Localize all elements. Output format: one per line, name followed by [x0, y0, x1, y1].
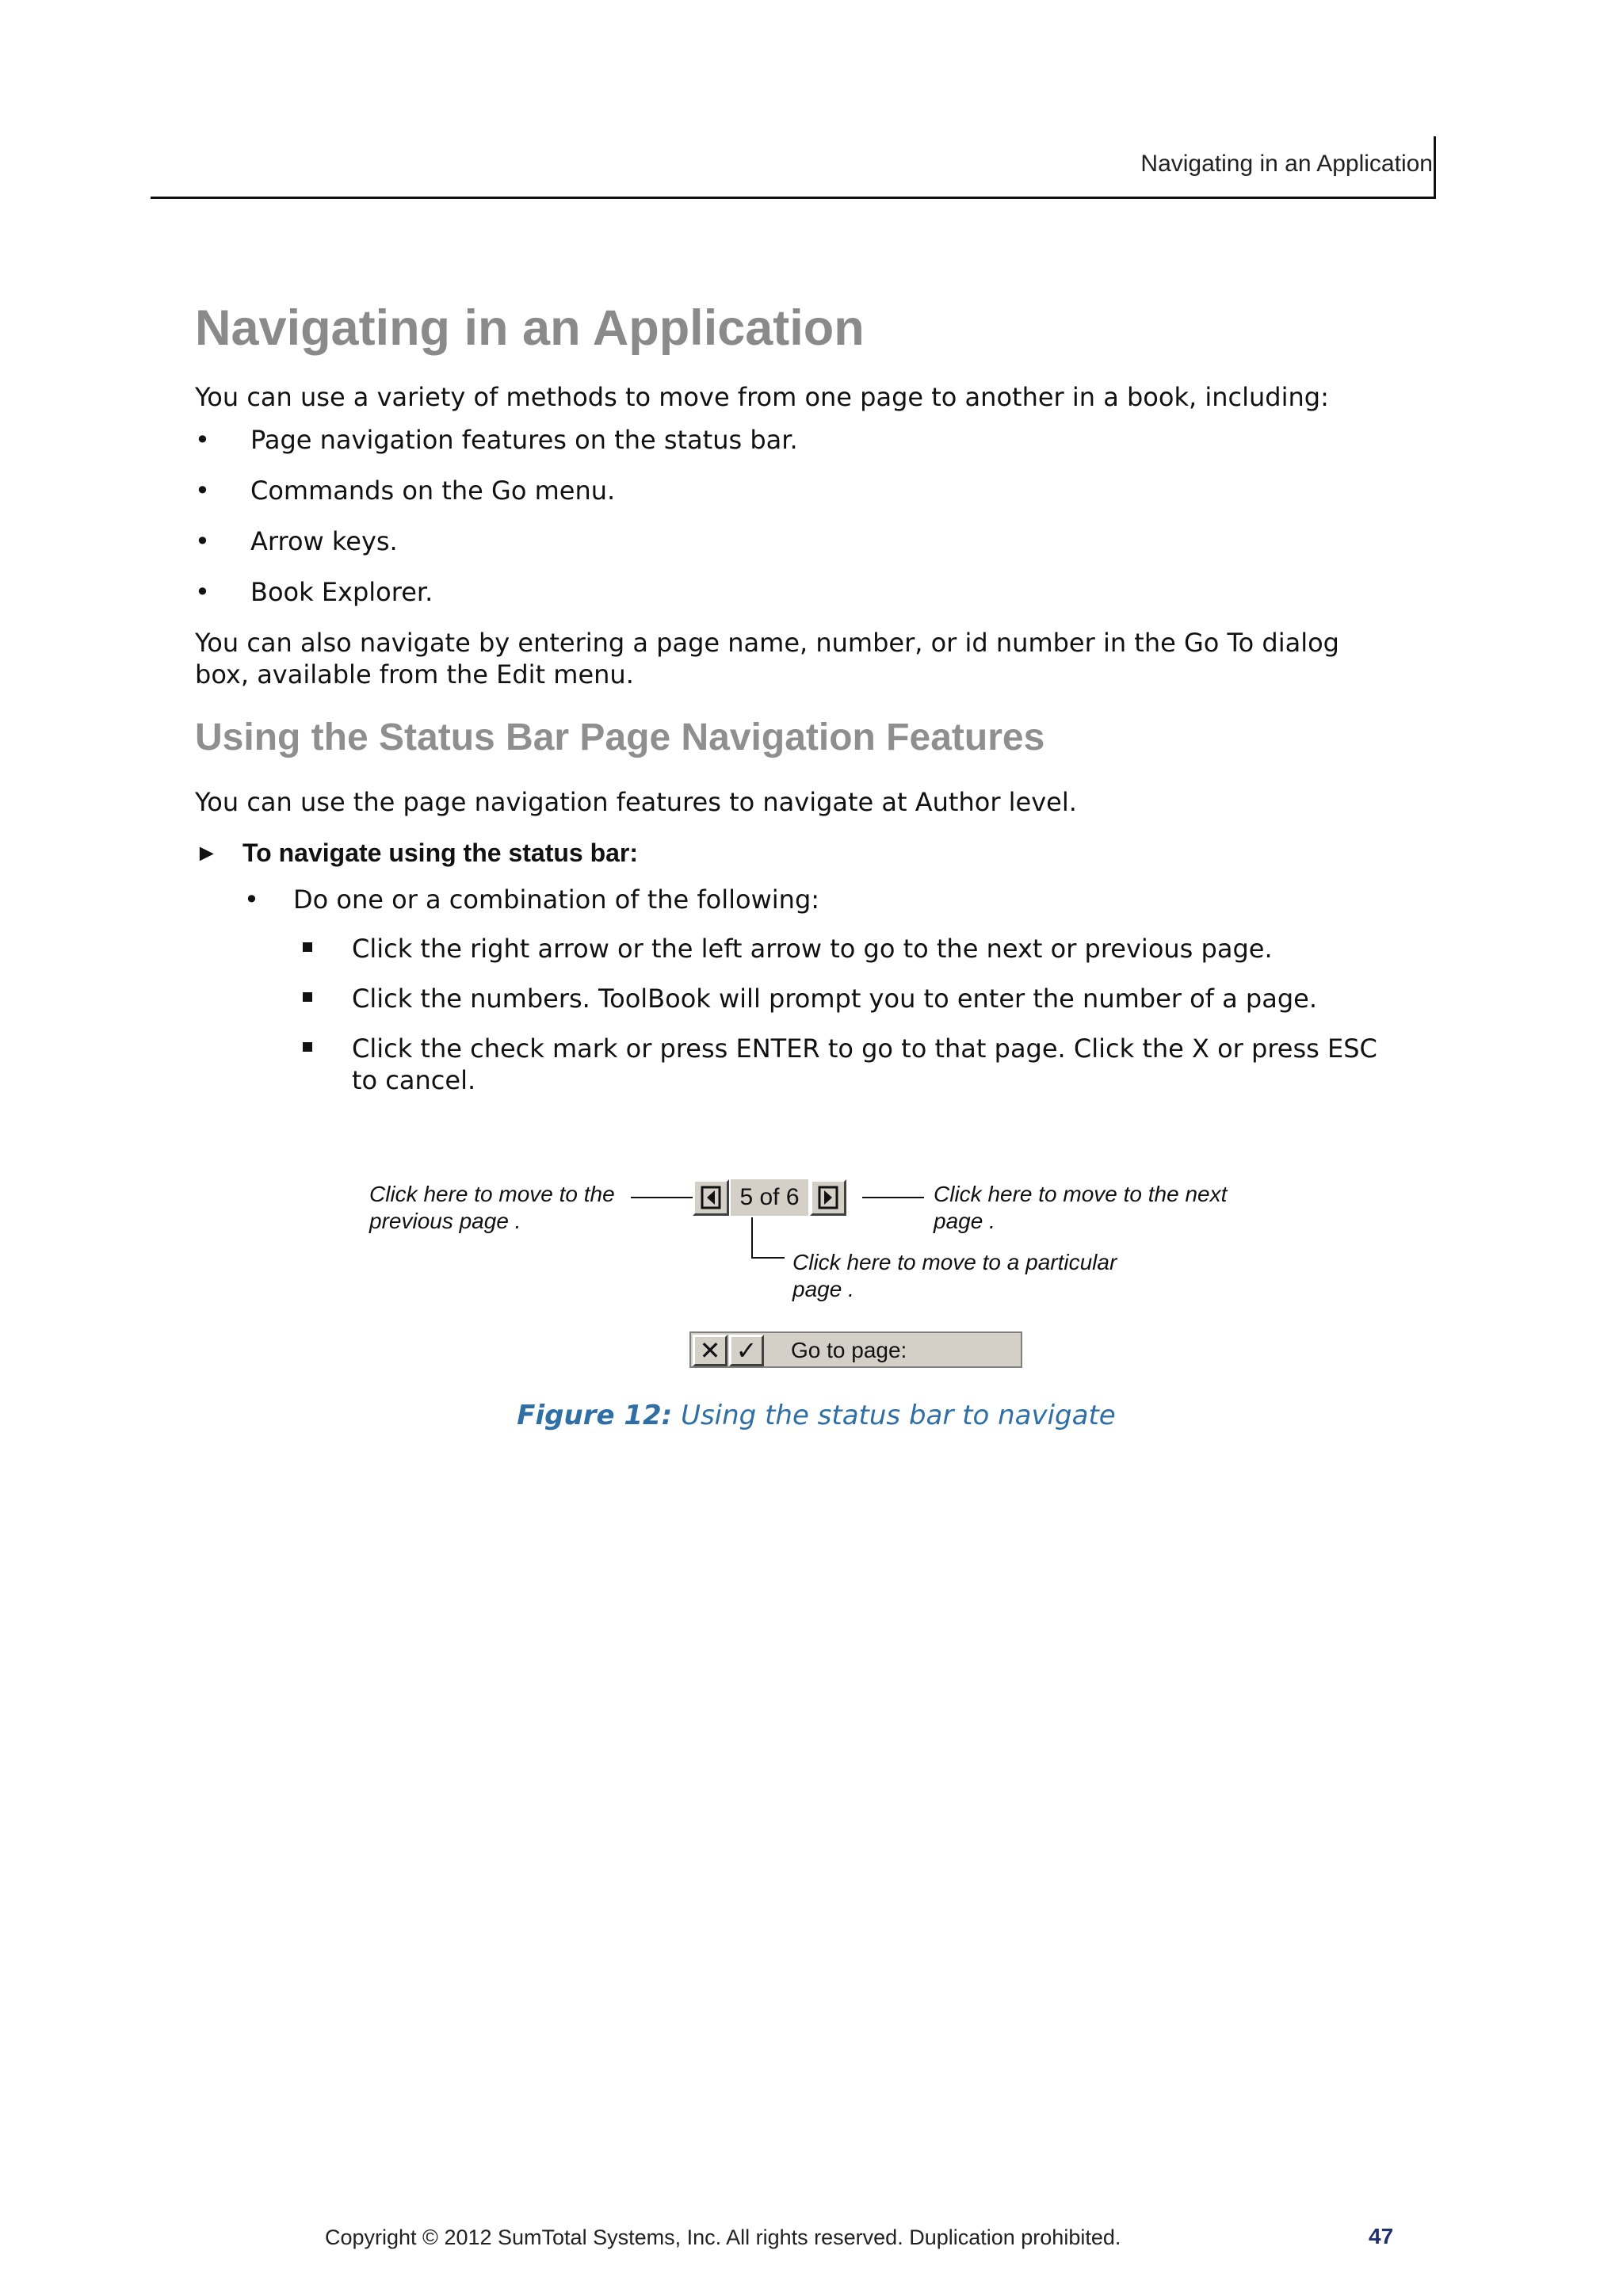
list-item-text: Page navigation features on the status bar. [250, 425, 798, 456]
section-title: Using the Status Bar Page Navigation Features [195, 716, 1045, 759]
intro-paragraph: You can use a variety of methods to move from one page to another in a book, including: [195, 382, 1329, 413]
right-arrow-icon [818, 1186, 838, 1209]
list-item [244, 884, 1400, 1096]
list-item [303, 1033, 1400, 1096]
callout-line: Click here to move to the next [934, 1182, 1228, 1206]
list-item-text: Book Explorer. [250, 577, 433, 608]
status-bar-figure [349, 1165, 1284, 1431]
callout-line: Click here to move to the [369, 1182, 615, 1206]
methods-list [195, 424, 1400, 608]
leader-line-previous [631, 1197, 693, 1198]
list-item-text: Commands on the Go menu. [250, 476, 616, 506]
square-bullet-icon [303, 992, 312, 1002]
callout-previous-page [369, 1181, 615, 1235]
leader-line-particular-horizontal [751, 1257, 785, 1259]
figure-caption [349, 1400, 1284, 1431]
caption-text: Using the status bar to navigate [681, 1400, 1116, 1431]
callout-line: page . [934, 1209, 995, 1233]
confirm-button[interactable]: ✓ [729, 1335, 764, 1366]
bullet-icon: • [244, 884, 259, 915]
list-item [195, 475, 1400, 506]
substep-text: Click the check mark or press ENTER to go to that page. Click the X or press ESC to cancel. [352, 1033, 1377, 1096]
list-item [195, 525, 1400, 557]
previous-page-button[interactable] [693, 1179, 729, 1216]
callout-next-page [934, 1181, 1227, 1235]
page-title: Navigating in an Application [195, 300, 865, 356]
list-item [303, 983, 1400, 1014]
callout-line: page . [792, 1277, 854, 1301]
header-rule [151, 197, 1436, 199]
bullet-icon: • [195, 577, 210, 608]
section-intro: You can use the page navigation features to navigate at Author level. [195, 787, 1077, 818]
substep-text: Click the right arrow or the left arrow to go to the next or previous page. [352, 934, 1273, 965]
step-text: Do one or a combination of the following: [293, 884, 820, 915]
caption-label: Figure 12: [517, 1400, 673, 1431]
goto-page-bar [689, 1331, 1022, 1368]
footer-page-number: 47 [1369, 2224, 1394, 2248]
leader-line-next [862, 1197, 924, 1198]
list-item [303, 933, 1400, 965]
substep-text: Click the numbers. ToolBook will prompt you to enter the number of a page. [352, 984, 1317, 1014]
next-page-button[interactable] [810, 1179, 846, 1216]
page-indicator[interactable]: 5 of 6 [731, 1179, 808, 1216]
square-bullet-icon [303, 942, 312, 952]
triangle-right-icon: ► [195, 839, 219, 866]
square-bullet-icon [303, 1042, 312, 1052]
leader-line-particular-vertical [751, 1217, 753, 1259]
header-vertical-rule [1434, 136, 1436, 199]
list-item-text: Arrow keys. [250, 526, 398, 557]
procedure-steps [195, 884, 1400, 1096]
procedure-title: To navigate using the status bar: [242, 839, 639, 868]
bullet-icon: • [195, 476, 210, 506]
list-item [195, 424, 1400, 456]
procedure-heading [195, 839, 1400, 868]
substep-list [293, 933, 1400, 1096]
bullet-icon: • [195, 425, 210, 456]
goto-label: Go to page: [791, 1338, 907, 1362]
goto-paragraph: You can also navigate by entering a page name, number, or id number in the Go To dialog box, available from the Edit menu. [195, 628, 1339, 690]
page-content [195, 301, 1400, 1114]
list-item [195, 576, 1400, 608]
left-arrow-icon [701, 1186, 721, 1209]
bullet-icon: • [195, 526, 210, 557]
callout-particular-page [792, 1249, 1117, 1303]
header-title: Navigating in an Application [1140, 151, 1433, 177]
cancel-button[interactable]: ✕ [693, 1335, 727, 1366]
callout-line: previous page . [369, 1209, 521, 1233]
footer-copyright: Copyright © 2012 SumTotal Systems, Inc. All rights reserved. Duplication prohibited. [325, 2225, 1121, 2249]
callout-line: Click here to move to a particular [792, 1250, 1117, 1274]
